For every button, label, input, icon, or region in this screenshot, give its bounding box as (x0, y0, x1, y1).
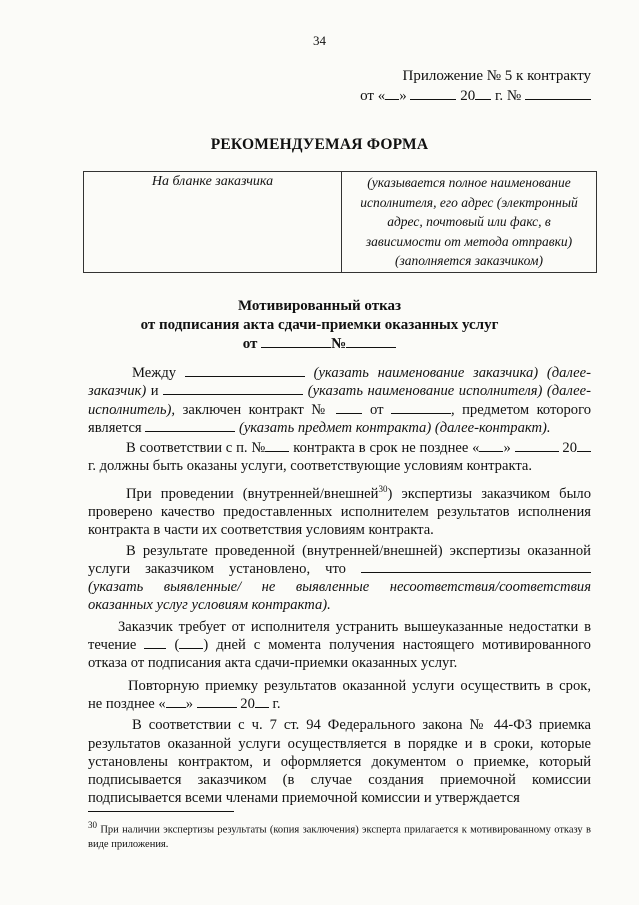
text-fragment: контракта в срок не позднее « (293, 440, 480, 457)
fill-blank (179, 636, 203, 649)
fill-blank (185, 364, 305, 377)
text-fragment: 20 (240, 695, 255, 712)
year-blank (475, 87, 491, 100)
paragraph-demand (88, 618, 591, 673)
text-fragment: , предметом которого является (88, 401, 592, 436)
fill-blank (144, 636, 166, 649)
text-fragment: » (185, 695, 193, 712)
paragraph-reacceptance (88, 677, 591, 714)
fill-blank (255, 695, 269, 708)
fill-blank (145, 419, 235, 432)
fill-blank (361, 560, 591, 573)
form-title: РЕКОМЕНДУЕМАЯ ФОРМА (210, 136, 429, 153)
day-blank (385, 87, 399, 100)
customer-letterhead-cell: На бланке заказчика (84, 172, 342, 272)
text-fragment: (указать наименование исполнителя) (далее-исполнитель), (88, 383, 591, 418)
fill-blank (515, 439, 559, 452)
paragraph-law: В соответствии с ч. 7 ст. 94 Федерального закона № 44-ФЗ приемка результатов оказанной услуги осуществляется в порядке и в сроки, которые установлены контрактом, и оформляется документом о приемке, который подписывается заказчиком (в случае создания приемочной комиссии подписывается всеми членами приемочной комиссии и утверждается (88, 717, 591, 807)
text-fragment: ( (174, 637, 180, 654)
fill-blank (391, 401, 451, 414)
text-fragment: г. (272, 695, 281, 712)
fill-blank (336, 401, 362, 414)
month-blank (410, 87, 456, 100)
executor-address-cell: (указывается полное наименование исполнителя, его адрес (электронный адрес, почтовый или факс, в зависимости от метода отправки) (заполняется заказчиком) (360, 175, 578, 268)
letter-body (88, 364, 591, 808)
text-fragment: г. должны быть оказаны услуги, соответствующие условиям контракта. (88, 458, 533, 475)
text-fragment: В соответствии с п. № (126, 440, 266, 457)
header-box (83, 171, 597, 273)
text-fragment: (указать выявленные/ не выявленные несоответствия/соответствия оказанных услуг условиям контракта). (88, 579, 591, 614)
text-fragment: и (150, 383, 159, 400)
paragraph-result (88, 542, 591, 615)
fill-blank (479, 439, 503, 452)
footnote-separator (88, 811, 234, 812)
text-fragment: (указать предмет контракта) (далее-контракт). (238, 419, 551, 436)
text-fragment: 20 (562, 440, 577, 457)
text-fragment: заключен контракт № (182, 401, 329, 418)
text-fragment: В результате проведенной (внутренней/внешней) экспертизы оказанной услуги заказчиком установлено, что (88, 542, 591, 577)
text-fragment: Повторную приемку результатов оказанной услуги осуществить в срок, не позднее « (88, 677, 591, 712)
text-fragment: ) экспертизы заказчиком было проверено качество предоставленных исполнителем результатов исполнения контракта в части их соответствия условиям контракта. (88, 485, 591, 539)
text-fragment: Между (132, 365, 177, 381)
footnote: $^{30}$ При наличии экспертизы результаты (копия заключения) эксперта прилагается к мотивированному отказу в виде приложения. (88, 820, 591, 850)
fill-blank (197, 695, 237, 708)
fill-blank (265, 439, 289, 452)
text-fragment: (указать наименование заказчика) (далее-заказчик) (88, 365, 591, 400)
paragraph-parties (88, 364, 591, 437)
text-fragment: » (503, 440, 511, 457)
appendix-header (360, 66, 591, 106)
text-fragment: Заказчик требует от исполнителя устранить вышеуказанные недостатки в течение (88, 618, 591, 654)
page-number: 34 (313, 33, 326, 48)
number-blank (346, 335, 396, 348)
number-blank (525, 87, 591, 100)
date-blank (261, 335, 331, 348)
text-fragment: 30 (378, 483, 388, 494)
fill-blank (166, 695, 186, 708)
contract-ref-line: от « » 20 г. № (360, 86, 591, 106)
appendix-line: Приложение № 5 к контракту (402, 68, 591, 84)
text-fragment: от (369, 401, 384, 418)
text-fragment: ) дней с момента получения настоящего мотивированного отказа от подписания акта сдачи-приемки оказанных услуг. (88, 637, 591, 672)
fill-blank (577, 439, 591, 452)
fill-blank (163, 382, 303, 395)
text-fragment: При проведении (внутренней/внешней (126, 485, 379, 502)
paragraph-expertise (88, 480, 591, 540)
paragraph-deadline (88, 439, 591, 476)
document-title: Мотивированный отказ от подписания акта сдачи-приемки оказанных услуг от № (140, 298, 499, 352)
